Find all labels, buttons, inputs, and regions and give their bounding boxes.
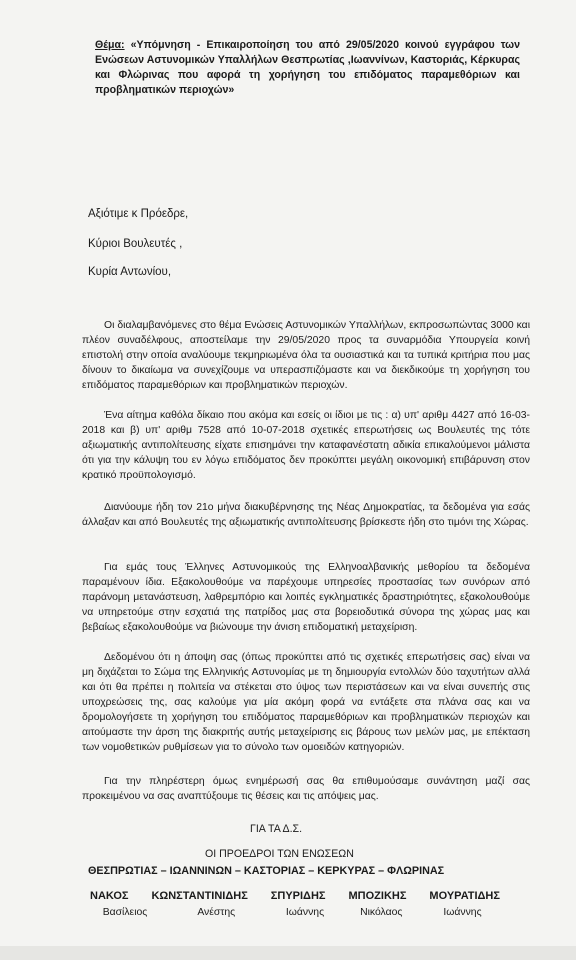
- paragraph-5: Δεδομένου ότι η άποψη σας (όπως προκύπτει από τις σχετικές επερωτήσεις σας) είναι να μη διχάζεται το Σώμα της Ελληνικής Αστυνομίας με τη δημιουργία εντολλών δύο ταχυτήτων αλλά και ότι θα πρέπει η πολιτεία να στέκεται στο ύψος των περιστάσεων και να είναι συνεπής στις υποχρεώσεις της, σας καλούμε για μία ακόμη φορά να εντάξετε στα πλάνα σας και να δρομολογήσετε τη χορήγηση του επιδόματος παραμεθόριων και προβληματικών περιοχών και αιτούμαστε την άρση της διακριτής αυτής μεταχείρισης εις βάρους των μελών μας, με επέκταση των νομοθετικών ρυθμίσεων για το σύνολο των ομοειδών κατηγοριών.: [82, 652, 530, 753]
- signatory-surname: ΜΠΟΖΙΚΗΣ: [348, 890, 407, 902]
- page-bottom-edge: [0, 946, 576, 960]
- signatory-first-name: Ιωάννης: [443, 907, 482, 918]
- signatory-surname: ΣΠΥΡΙΔΗΣ: [270, 890, 326, 902]
- paragraph-2: Ένα αίτημα καθόλα δίκαιο που ακόμα και εσείς οι ίδιοι με τις : α) υπ' αριθμ 4427 από 16-03-2018 και β) υπ' αριθμ 7528 από 10-07-2018 σχετικές επερωτήσεις ως Βουλευτές της τότε αξιωματικής αντιπολίτευσης είχατε επισημάνει την καταφανέστατη αδικία επικαλούμενοι μάλιστα ότι για την κάλυψη του εν λόγω επιδόματος δεν προκύπτει μεγάλη οικονομική επιβάρυνση στον κρατικό προϋπολογισμό.: [82, 410, 530, 481]
- signatory-surname: ΜΟΥΡΑΤΙΔΗΣ: [429, 890, 500, 902]
- subject-text: «Υπόμνηση - Επικαιροποίηση του από 29/05/2020 κοινού εγγράφου των Ενώσεων Αστυνομικών Υπαλλήλων Θεσπρωτίας ,Ιωαννίνων, Καστοριάς, Κέρκυρας και Φλώρινας που αφορά τη χορήγηση του επιδόματος παραμεθόριων και προβληματικών περιοχών»: [95, 39, 520, 96]
- signatory-first-name: Βασίλειος: [102, 907, 148, 918]
- signatory-surname: ΝΑΚΟΣ: [90, 890, 129, 902]
- for-board-line: ΓΙΑ ΤΑ Δ.Σ.: [250, 823, 303, 835]
- paragraph-6: Για την πληρέστερη όμως ενημέρωσή σας θα επιθυμούσαμε συνάντηση μαζί σας προκειμένου να σας αναπτύξουμε τις θέσεις και τις απόψεις μας.: [82, 776, 530, 802]
- signatory-first-name: Ιωάννης: [285, 907, 325, 918]
- paragraph-4: Για εμάς τους Έλληνες Αστυνομικούς της Ελληνοαλβανικής μεθορίου τα δεδομένα παραμένουν ίδια. Εξακολουθούμε να παρέχουμε υπηρεσίες προστασίας των συνόρων από παράνομη μετανάστευση, λαθρεμπόριο και λοιπές εγκληματικές δραστηριότητες, εξακολουθούμε να υπηρετούμε στην εσχατιά της πατρίδος μας στα βορειοδυτικά σύνορα της χώρας μας και βεβαίως εξακολουθούμε να βιώνουμε την άνιση επιδοματική μεταχείριση.: [82, 562, 530, 633]
- signatories-first-names: [90, 907, 500, 918]
- signatory-surname: ΚΩΝΣΤΑΝΤΙΝΙΔΗΣ: [151, 890, 248, 902]
- paragraph-1: Οι διαλαμβανόμενες στο θέμα Ενώσεις Αστυνομικών Υπαλλήλων, εκπροσωπώντας 3000 και πλέον συναδέλφους, αποστείλαμε την 29/05/2020 προς τα συναρμόδια Υπουργεία κοινή επιστολή στην οποία αναλύουμε τεκμηριωμένα όλα τα ουσιαστικά και τα τυπικά κριτήρια που μας δίνουν το δικαίωμα να συνεχίζουμε να υπερασπιζόμαστε και να διεκδικούμε τη χορήγηση του επιδόματος παραμεθόριων και προβληματικών περιοχών.: [82, 320, 530, 391]
- signatory-first-name: Νικόλαος: [360, 907, 403, 918]
- subject-block: [95, 38, 520, 98]
- paragraph-3: Διανύουμε ήδη τον 21ο μήνα διακυβέρνησης της Νέας Δημοκρατίας, τα δεδομένα για εσάς άλλαξαν και από Βουλευτές της αξιωματικής αντιπολίτευσης βρίσκεστε ήδη στο τιμόνι της Χώρας.: [82, 502, 530, 528]
- unions-line: ΘΕΣΠΡΩΤΙΑΣ – ΙΩΑΝΝΙΝΩΝ – ΚΑΣΤΟΡΙΑΣ – ΚΕΡΚΥΡΑΣ – ΦΛΩΡΙΝΑΣ: [88, 865, 445, 877]
- salutation-mps: Κύριοι Βουλευτές ,: [88, 238, 183, 250]
- signatory-first-name: Ανέστης: [197, 907, 236, 918]
- signatories-surnames: [90, 890, 500, 902]
- presidents-line: ΟΙ ΠΡΟΕΔΡΟΙ ΤΩΝ ΕΝΩΣΕΩΝ: [205, 848, 354, 860]
- subject-label: Θέμα:: [95, 39, 125, 51]
- salutation-mrs: Κυρία Αντωνίου,: [88, 266, 172, 278]
- salutation-president: Αξιότιμε κ Πρόεδρε,: [88, 208, 189, 220]
